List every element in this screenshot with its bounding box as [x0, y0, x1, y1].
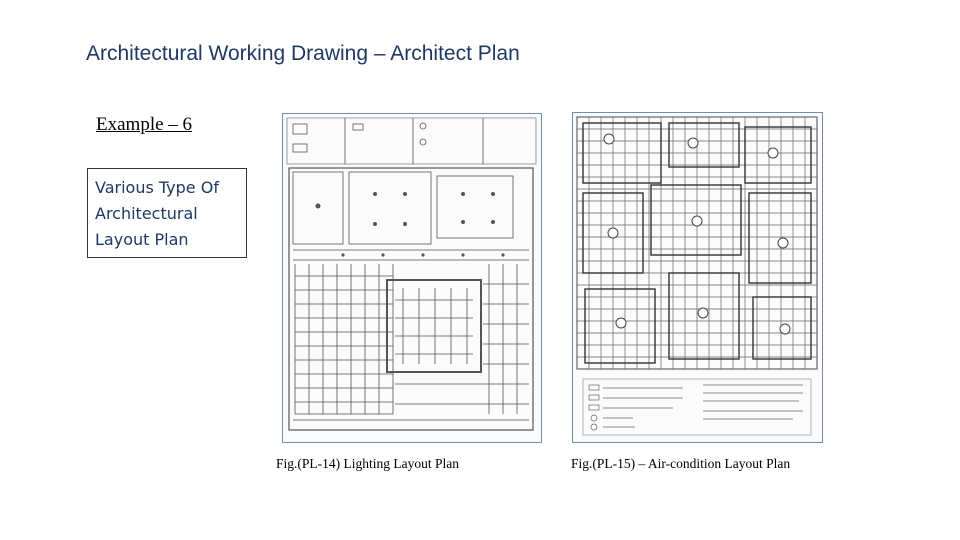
callout-text: Various Type Of Architectural Layout Plan — [95, 178, 219, 249]
slide-title: Architectural Working Drawing – Architect Plan — [86, 42, 520, 65]
air-condition-layout-plan-figure — [572, 112, 823, 443]
callout-box — [87, 168, 247, 258]
example-label: Example – 6 — [96, 114, 193, 135]
lighting-layout-plan-figure — [282, 113, 542, 443]
air-condition-layout-caption: Fig.(PL-15) – Air-condition Layout Plan — [571, 456, 791, 471]
lighting-layout-plan-drawing — [283, 114, 540, 441]
lighting-layout-caption: Fig.(PL-14) Lighting Layout Plan — [276, 456, 459, 471]
air-condition-layout-plan-drawing — [573, 113, 821, 441]
